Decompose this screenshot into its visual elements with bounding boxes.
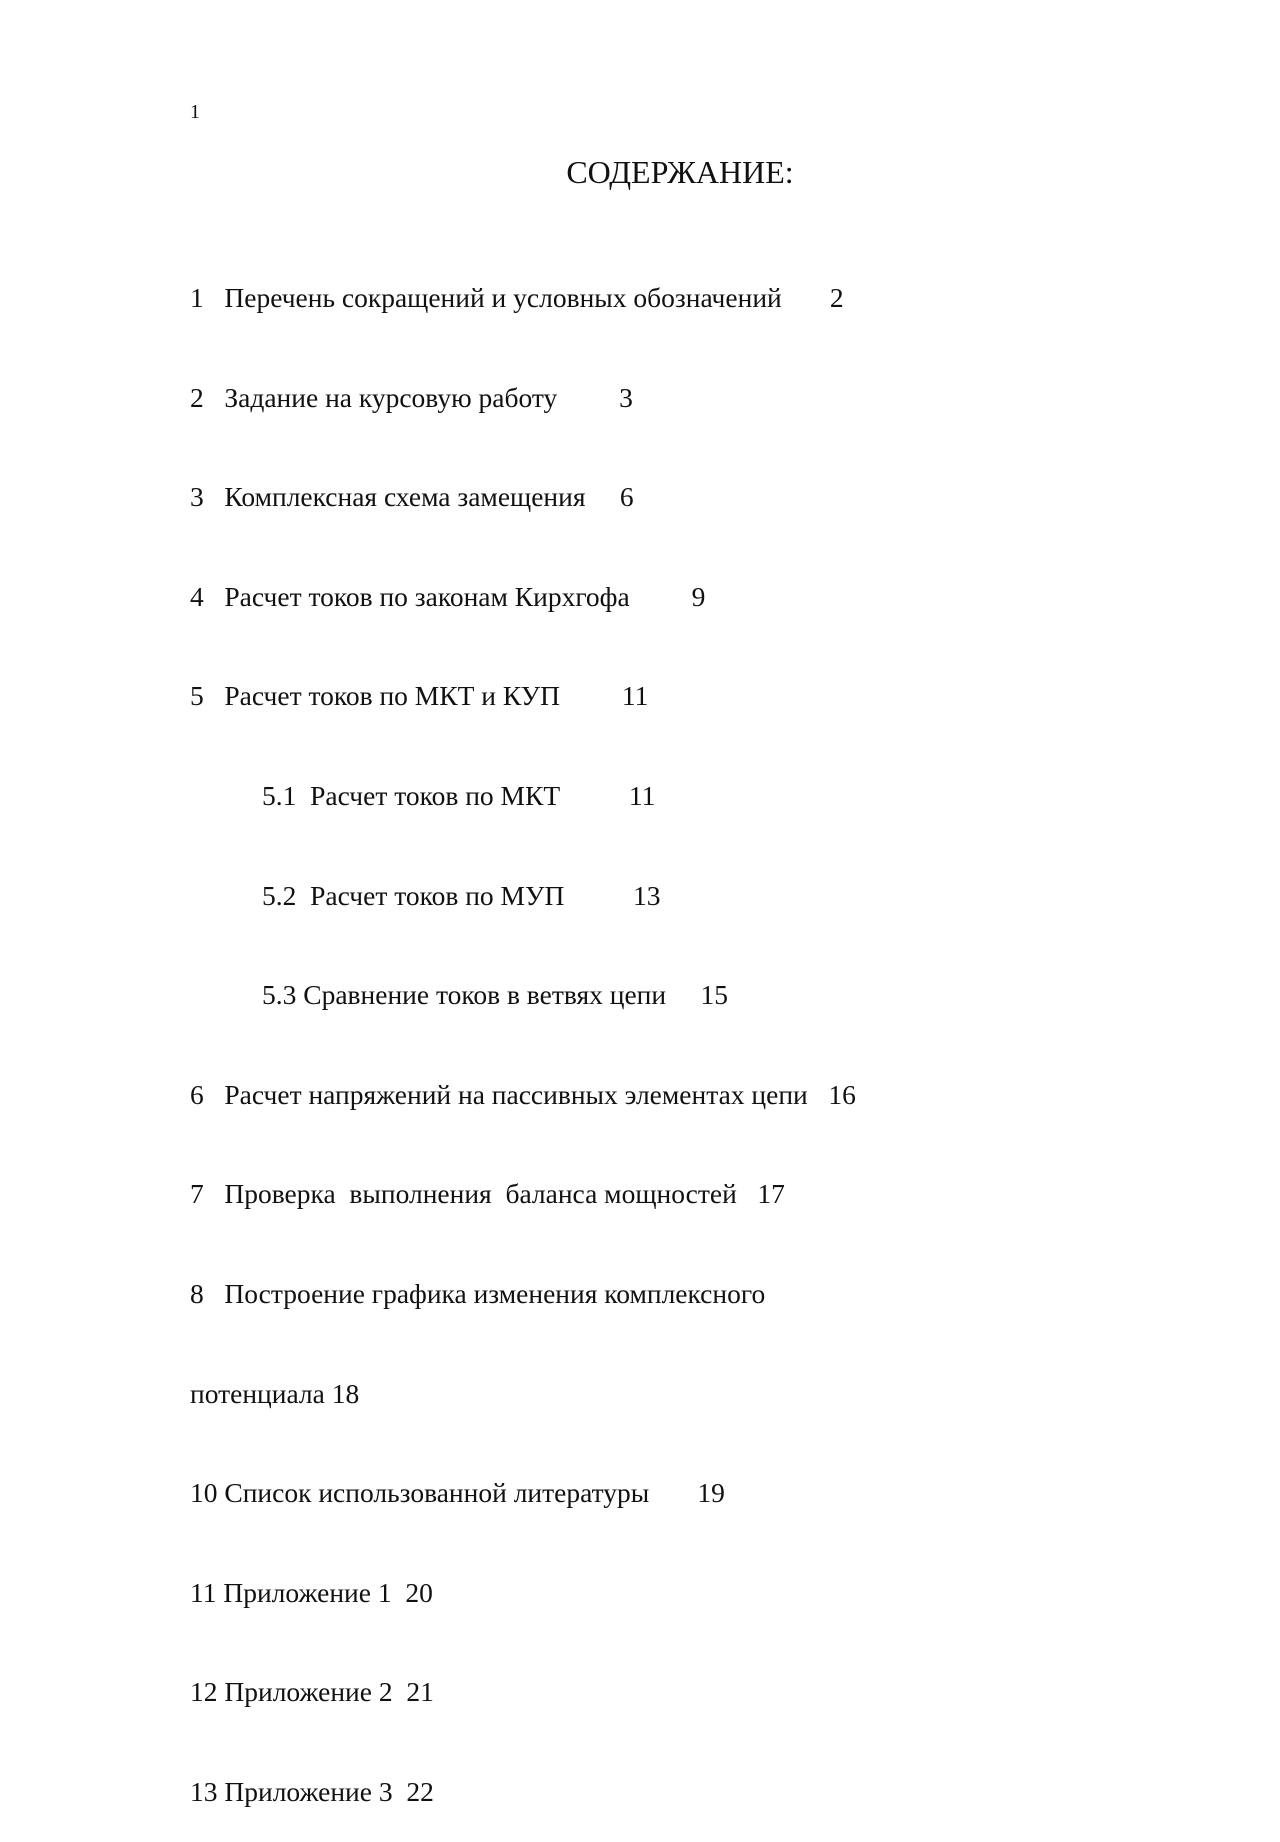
page-number: 1 — [190, 101, 200, 123]
toc-entry: 11 Приложение 1 20 — [190, 1576, 433, 1608]
toc-entry: 3 Комплексная схема замещения 6 — [190, 481, 634, 513]
toc-entry: 4 Расчет токов по законам Кирхгофа 9 — [190, 580, 706, 612]
toc-entry-continuation: потенциала 18 — [190, 1377, 360, 1409]
toc-entry: 10 Список использованной литературы 19 — [190, 1477, 725, 1509]
toc-entry: 6 Расчет напряжений на пассивных элементах цепи 16 — [190, 1078, 856, 1110]
toc-subentry: 5.2 Расчет токов по МУП 13 — [262, 879, 661, 911]
toc-subentry: 5.3 Сравнение токов в ветвях цепи 15 — [262, 979, 728, 1011]
toc-entry: 8 Построение графика изменения комплексного — [190, 1277, 766, 1309]
page-title: СОДЕРЖАНИЕ: — [566, 154, 794, 190]
toc-subentry: 5.1 Расчет токов по МКТ 11 — [262, 779, 656, 811]
toc-entry: 2 Задание на курсовую работу 3 — [190, 381, 633, 413]
toc-entry: 12 Приложение 2 21 — [190, 1676, 434, 1708]
toc-entry: 7 Проверка выполнения баланса мощностей 17 — [190, 1178, 785, 1210]
toc-entry: 13 Приложение 3 22 — [190, 1775, 434, 1807]
table-of-contents — [190, 215, 1090, 1842]
toc-entry: 5 Расчет токов по МКТ и КУП 11 — [190, 680, 649, 712]
toc-entry: 1 Перечень сокращений и условных обозначений 2 — [190, 282, 844, 313]
